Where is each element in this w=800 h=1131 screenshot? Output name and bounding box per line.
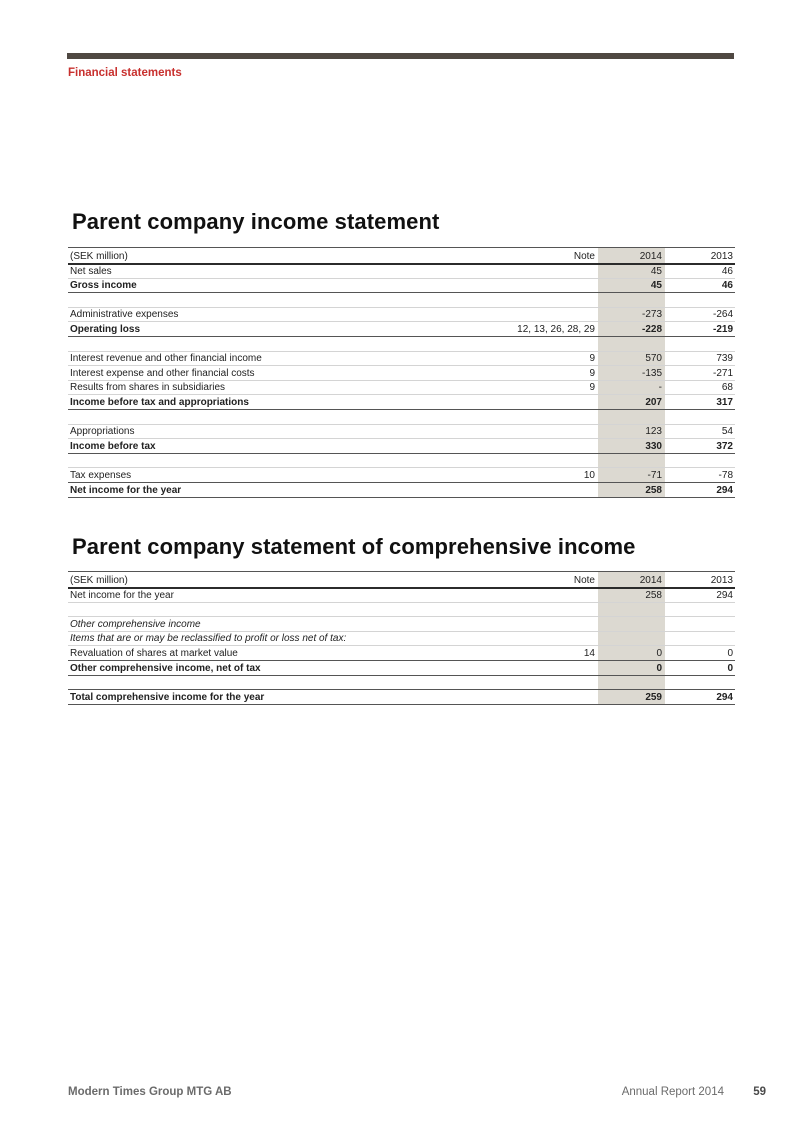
row-note: 14 [498,646,598,661]
top-rule [67,53,734,59]
row-value-2013: 739 [665,351,735,366]
table-row-subtotal [68,322,735,337]
row-value-2013: 54 [665,424,735,439]
table-row-total [68,482,735,497]
table-row-spacer [68,409,735,424]
section-label: Financial statements [68,67,182,79]
table-row-total [68,690,735,705]
row-value-2013: 0 [665,660,735,675]
row-note [498,690,598,705]
row-label: Operating loss [68,322,498,337]
row-label [68,293,498,308]
column-header-note: Note [498,572,598,588]
row-note [498,602,598,617]
row-value-2014: 45 [598,264,665,279]
comprehensive-income-table [68,571,735,705]
row-value-2014 [598,617,665,632]
row-note [498,307,598,322]
row-value-2014: - [598,380,665,395]
row-label: Other comprehensive income [68,617,498,632]
row-label: Results from shares in subsidiaries [68,380,498,395]
row-note [498,409,598,424]
row-label: Gross income [68,278,498,293]
row-note [498,395,598,410]
row-note: 9 [498,351,598,366]
column-header-2013: 2013 [665,248,735,264]
row-note: 9 [498,380,598,395]
row-note [498,675,598,690]
row-value-2014: -273 [598,307,665,322]
row-label: Total comprehensive income for the year [68,690,498,705]
row-value-2013: 68 [665,380,735,395]
row-note: 10 [498,468,598,483]
row-value-2013: 0 [665,646,735,661]
row-value-2013 [665,453,735,468]
row-value-2014: 258 [598,588,665,603]
row-note [498,293,598,308]
row-note [498,617,598,632]
table-row-spacer [68,602,735,617]
row-label: Administrative expenses [68,307,498,322]
table-row-spacer [68,453,735,468]
row-value-2013 [665,293,735,308]
table-row [68,588,735,603]
row-value-2014 [598,453,665,468]
row-label: Items that are or may be reclassified to profit or loss net of tax: [68,631,498,646]
footer-company: Modern Times Group MTG AB [68,1086,232,1098]
row-label: Revaluation of shares at market value [68,646,498,661]
row-value-2013: -271 [665,366,735,381]
row-note [498,631,598,646]
table-row [68,366,735,381]
row-value-2014 [598,409,665,424]
row-label: Net income for the year [68,588,498,603]
row-label [68,675,498,690]
table-row-spacer [68,336,735,351]
row-note [498,660,598,675]
row-value-2014: 570 [598,351,665,366]
row-label: Income before tax and appropriations [68,395,498,410]
row-value-2013 [665,336,735,351]
table-row [68,646,735,661]
row-label [68,453,498,468]
column-header-2014: 2014 [598,572,665,588]
row-note [498,588,598,603]
row-value-2014 [598,336,665,351]
row-value-2013 [665,617,735,632]
row-value-2014: -228 [598,322,665,337]
comprehensive-income-title: Parent company statement of comprehensive income [72,534,636,559]
table-row-spacer [68,293,735,308]
column-header-2014: 2014 [598,248,665,264]
row-label: Net sales [68,264,498,279]
table-row-subtotal [68,395,735,410]
row-value-2014 [598,602,665,617]
row-value-2013: -78 [665,468,735,483]
row-note [498,264,598,279]
row-note: 12, 13, 26, 28, 29 [498,322,598,337]
row-value-2014 [598,675,665,690]
row-label [68,602,498,617]
row-value-2013: -219 [665,322,735,337]
row-label: Tax expenses [68,468,498,483]
table-row [68,307,735,322]
row-note [498,439,598,454]
row-value-2014: 0 [598,646,665,661]
row-value-2014: 45 [598,278,665,293]
row-label [68,409,498,424]
row-value-2013 [665,602,735,617]
row-value-2013: 294 [665,690,735,705]
row-value-2013: 317 [665,395,735,410]
table-row [68,380,735,395]
row-value-2013: -264 [665,307,735,322]
table-row [68,351,735,366]
row-label [68,336,498,351]
income-statement-table [68,247,735,498]
column-header-unit: (SEK million) [68,248,498,264]
row-value-2014 [598,293,665,308]
table-header-row [68,248,735,264]
row-value-2013 [665,675,735,690]
table-row-subtotal [68,278,735,293]
row-value-2014: 258 [598,482,665,497]
table-row-heading [68,631,735,646]
row-note [498,336,598,351]
row-note [498,482,598,497]
row-value-2014: 0 [598,660,665,675]
row-value-2013: 46 [665,264,735,279]
row-value-2014: 330 [598,439,665,454]
row-label: Appropriations [68,424,498,439]
footer-report: Annual Report 2014 [621,1086,724,1098]
table-row-subtotal [68,439,735,454]
table-row [68,264,735,279]
row-value-2013: 294 [665,588,735,603]
row-label: Interest revenue and other financial income [68,351,498,366]
row-note [498,453,598,468]
table-header-row [68,572,735,588]
row-note: 9 [498,366,598,381]
row-label: Interest expense and other financial costs [68,366,498,381]
column-header-note: Note [498,248,598,264]
page-number: 59 [753,1086,766,1098]
row-label: Other comprehensive income, net of tax [68,660,498,675]
row-value-2013: 294 [665,482,735,497]
income-statement-title: Parent company income statement [72,209,440,234]
row-note [498,278,598,293]
table-row-spacer [68,675,735,690]
table-row [68,468,735,483]
table-row [68,424,735,439]
row-label: Income before tax [68,439,498,454]
row-value-2014: 207 [598,395,665,410]
column-header-unit: (SEK million) [68,572,498,588]
row-value-2014: -71 [598,468,665,483]
column-header-2013: 2013 [665,572,735,588]
row-value-2014: -135 [598,366,665,381]
row-value-2013 [665,409,735,424]
row-note [498,424,598,439]
table-row-subtotal [68,660,735,675]
row-label: Net income for the year [68,482,498,497]
row-value-2014 [598,631,665,646]
row-value-2013 [665,631,735,646]
row-value-2013: 372 [665,439,735,454]
row-value-2014: 123 [598,424,665,439]
table-row-heading [68,617,735,632]
row-value-2013: 46 [665,278,735,293]
row-value-2014: 259 [598,690,665,705]
